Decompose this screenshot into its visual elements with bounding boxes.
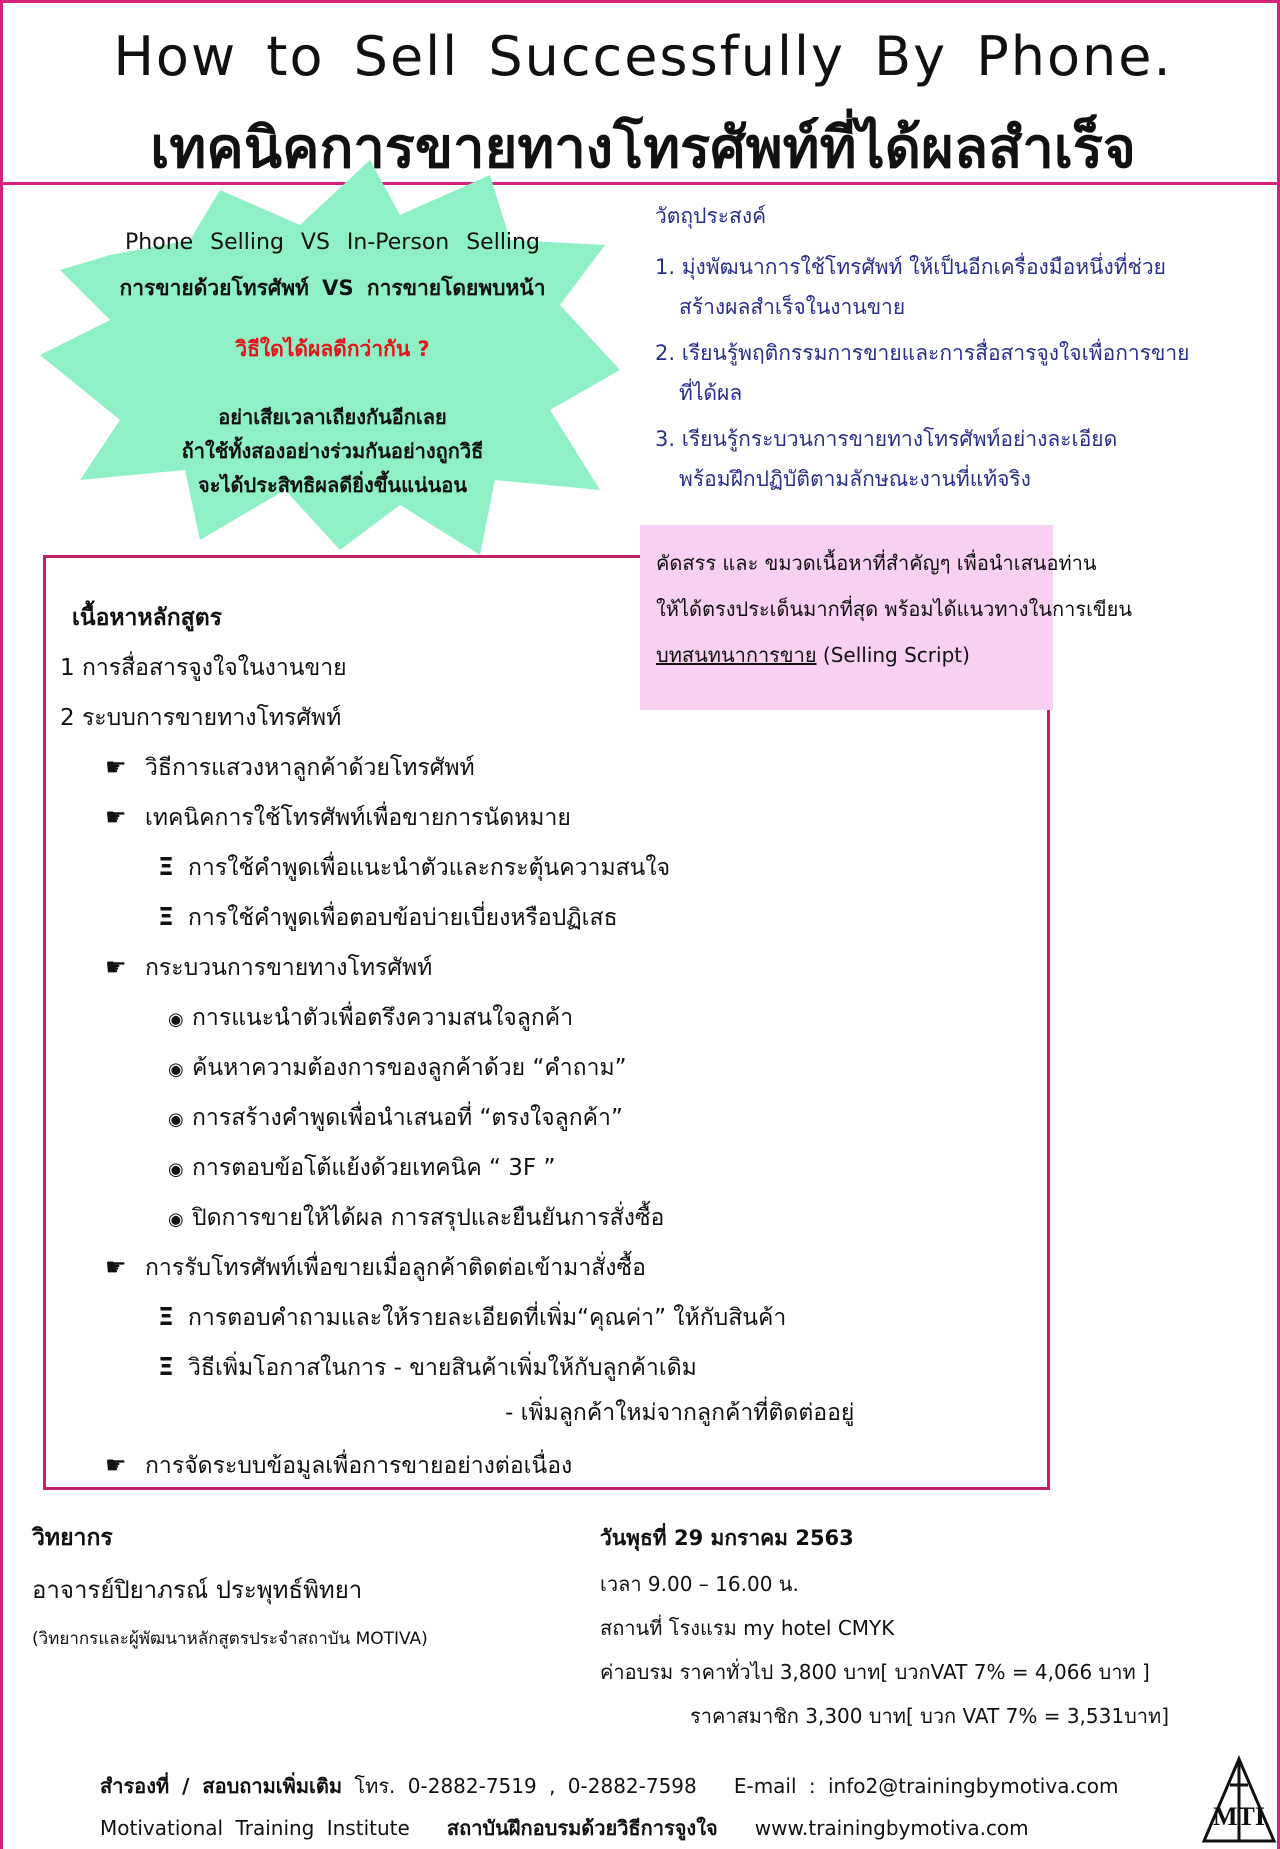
- burst-question: วิธีใดได้ผลดีกว่ากัน ?: [235, 337, 430, 361]
- title-banner: [0, 0, 1280, 185]
- course-bullet-2-text: เทคนิคการใช้โทรศัพท์เพื่อขายการนัดหมาย: [145, 805, 571, 831]
- course-sub-4-1: [158, 1300, 786, 1336]
- course-sub-2-2: [158, 900, 618, 936]
- pointing-hand-icon: ☛: [105, 1451, 127, 1479]
- course-sub-4-2-text: วิธีเพิ่มโอกาสในการ - ขายสินค้าเพิ่มให้กับลูกค้าเดิม: [188, 1355, 697, 1381]
- course-step-1: [168, 1000, 573, 1036]
- course-sub-2-2-text: การใช้คำพูดเพื่อตอบข้อบ่ายเบี่ยงหรือปฏิเสธ: [188, 905, 618, 931]
- logo-text: MTI: [1213, 1802, 1265, 1831]
- footer-institute: [100, 1812, 1029, 1844]
- course-bullet-1-text: วิธีการแสวงหาลูกค้าด้วยโทรศัพท์: [145, 755, 475, 781]
- burst-answer-2: ถ้าใช้ทั้งสองอย่างร่วมกันอย่างถูกวิธี: [181, 439, 484, 463]
- objective-1-line-2: สร้างผลสำเร็จในงานขาย: [679, 295, 906, 319]
- course-step-4-text: การตอบข้อโต้แย้งด้วยเทคนิค “ 3F ”: [192, 1155, 556, 1181]
- burst-answer-1: อย่าเสียเวลาเถียงกันอีกเลย: [218, 405, 447, 429]
- circle-dot-icon: ◉: [168, 1109, 184, 1130]
- xi-bullet-icon: Ξ: [158, 1352, 174, 1381]
- course-step-3: [168, 1100, 623, 1136]
- course-sub-2-1: [158, 850, 670, 886]
- circle-dot-icon: ◉: [168, 1209, 184, 1230]
- course-bullet-1: [105, 750, 475, 786]
- pointing-hand-icon: ☛: [105, 953, 127, 981]
- course-heading: เนื้อหาหลักสูตร: [72, 605, 222, 631]
- course-step-2-text: ค้นหาความต้องการของลูกค้าด้วย “คำถาม”: [192, 1055, 627, 1081]
- trainer-description: (วิทยากรและผู้พัฒนาหลักสูตรประจำสถาบัน MOTIVA): [32, 1629, 428, 1649]
- course-bullet-5: [105, 1448, 572, 1484]
- course-date: วันพุธที่ 29 มกราคม 2563: [600, 1526, 854, 1550]
- trainer-label: วิทยากร: [32, 1525, 113, 1551]
- burst-answer: [40, 400, 625, 502]
- highlight-line-3: [656, 632, 1276, 678]
- objective-3-line-1: 3. เรียนรู้กระบวนการขายทางโทรศัพท์อย่างละเอียด: [655, 427, 1118, 451]
- reserve-label: สำรองที่ / สอบถามเพิ่มเติม: [100, 1774, 343, 1798]
- objective-1-line-1: 1. มุ่งพัฒนาการใช้โทรศัพท์ ให้เป็นอีกเครื่องมือหนึ่งที่ช่วย: [655, 255, 1166, 279]
- objective-3-line-2: พร้อมฝึกปฏิบัติตามลักษณะงานที่แท้จริง: [679, 467, 1031, 491]
- course-item-1: 1 การสื่อสารจูงใจในงานขาย: [60, 655, 347, 681]
- phone-number[interactable]: โทร. 0-2882-7519 , 0-2882-7598: [354, 1774, 697, 1798]
- objective-2-line-1: 2. เรียนรู้พฤติกรรมการขายและการสื่อสารจูงใจเพื่อการขาย: [655, 341, 1190, 365]
- course-item-2: 2 ระบบการขายทางโทรศัพท์: [60, 705, 342, 731]
- footer-contact: [100, 1770, 1119, 1802]
- trainer-name: อาจารย์ปิยาภรณ์ ประพุทธ์พิทยา: [32, 1576, 363, 1604]
- mti-logo: [1200, 1755, 1278, 1845]
- institute-english: Motivational Training Institute: [100, 1816, 410, 1840]
- highlight-line-2: ให้ได้ตรงประเด็นมากที่สุด พร้อมได้แนวทางในการเขียน: [656, 597, 1132, 621]
- course-bullet-4-text: การรับโทรศัพท์เพื่อขายเมื่อลูกค้าติดต่อเข้ามาสั่งซื้อ: [145, 1255, 646, 1281]
- objective-2-line-2: ที่ได้ผล: [679, 381, 743, 405]
- course-step-4: [168, 1150, 555, 1186]
- course-bullet-4: [105, 1250, 646, 1286]
- burst-line-1: Phone Selling VS In-Person Selling: [125, 230, 540, 255]
- pointing-hand-icon: ☛: [105, 1253, 127, 1281]
- course-step-2: [168, 1050, 627, 1086]
- highlight-text: [656, 540, 1276, 678]
- objective-item-1: [655, 247, 1255, 327]
- xi-bullet-icon: Ξ: [158, 852, 174, 881]
- course-sub-4-2: [158, 1350, 697, 1386]
- objectives-section: [655, 200, 1255, 505]
- course-fee: ค่าอบรม ราคาทั่วไป 3,800 บาท[ บวกVAT 7% = 4,066 บาท ]: [600, 1660, 1150, 1684]
- burst-line-2: การขายด้วยโทรศัพท์ VS การขายโดยพบหน้า: [119, 276, 546, 300]
- course-step-5: [168, 1200, 664, 1236]
- course-step-3-text: การสร้างคำพูดเพื่อนำเสนอที่ “ตรงใจลูกค้า”: [192, 1105, 623, 1131]
- title-thai: เทคนิคการขายทางโทรศัพท์ที่ได้ผลสำเร็จ: [150, 116, 1136, 181]
- course-bullet-3: [105, 950, 432, 986]
- course-venue: สถานที่ โรงแรม my hotel CMYK: [600, 1616, 895, 1640]
- xi-bullet-icon: Ξ: [158, 902, 174, 931]
- objective-item-2: [655, 333, 1255, 413]
- course-sub-4-1-text: การตอบคำถามและให้รายละเอียดที่เพิ่ม“คุณค่า” ให้กับสินค้า: [188, 1305, 787, 1331]
- highlight-line-1: คัดสรร และ ขมวดเนื้อหาที่สำคัญๆ เพื่อนำเสนอท่าน: [656, 551, 1097, 575]
- circle-dot-icon: ◉: [168, 1059, 184, 1080]
- burst-answer-3: จะได้ประสิทธิผลดียิ่งขึ้นแน่นอน: [198, 473, 467, 497]
- website-link[interactable]: www.trainingbymotiva.com: [754, 1816, 1029, 1840]
- course-bullet-3-text: กระบวนการขายทางโทรศัพท์: [145, 955, 433, 981]
- course-bullet-2: [105, 800, 571, 836]
- pointing-hand-icon: ☛: [105, 803, 127, 831]
- title-english: How to Sell Successfully By Phone.: [113, 25, 1173, 88]
- selling-script-suffix: (Selling Script): [816, 643, 970, 667]
- email-address[interactable]: E-mail : info2@trainingbymotiva.com: [733, 1774, 1119, 1798]
- course-sub-2-1-text: การใช้คำพูดเพื่อแนะนำตัวและกระตุ้นความสนใจ: [188, 855, 671, 881]
- course-fee-member: ราคาสมาชิก 3,300 บาท[ บวก VAT 7% = 3,531บาท]: [690, 1704, 1169, 1728]
- circle-dot-icon: ◉: [168, 1159, 184, 1180]
- pointing-hand-icon: ☛: [105, 753, 127, 781]
- course-sub-4-2-continued: - เพิ่มลูกค้าใหม่จากลูกค้าที่ติดต่ออยู่: [505, 1400, 855, 1426]
- course-time: เวลา 9.00 – 16.00 น.: [600, 1572, 799, 1596]
- course-bullet-5-text: การจัดระบบข้อมูลเพื่อการขายอย่างต่อเนื่อง: [145, 1453, 573, 1479]
- institute-thai: สถาบันฝึกอบรมด้วยวิธีการจูงใจ: [446, 1816, 718, 1840]
- objectives-heading: วัตถุประสงค์: [655, 204, 767, 228]
- course-step-5-text: ปิดการขายให้ได้ผล การสรุปและยืนยันการสั่งซื้อ: [192, 1205, 665, 1231]
- course-step-1-text: การแนะนำตัวเพื่อตรึงความสนใจลูกค้า: [192, 1005, 574, 1031]
- objective-item-3: [655, 419, 1255, 499]
- selling-script-term: บทสนทนาการขาย: [656, 643, 817, 667]
- xi-bullet-icon: Ξ: [158, 1302, 174, 1331]
- circle-dot-icon: ◉: [168, 1009, 184, 1030]
